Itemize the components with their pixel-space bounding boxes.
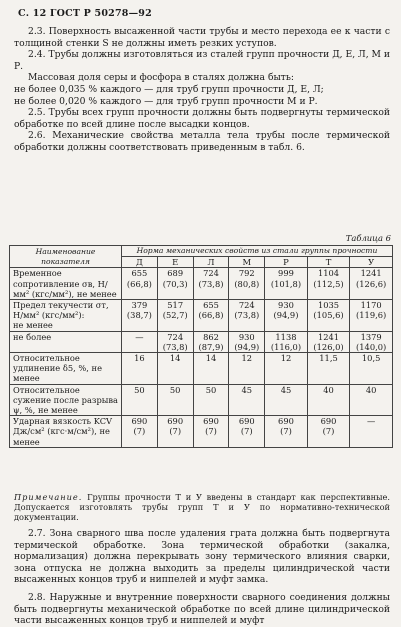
table-cell: 930 (94,9) bbox=[265, 300, 308, 332]
table-cell: — bbox=[122, 331, 158, 352]
note-label: Примечание. bbox=[14, 492, 83, 502]
table-row bbox=[10, 300, 393, 332]
para-2-6: 2.6. Механические свойства металла тела трубы после термической обработки должны соответствовать приведенным в табл. 6. bbox=[14, 130, 390, 153]
table-cell: 690 (7) bbox=[229, 416, 265, 448]
row-label: Предел текучести σт, Н/мм² (кгс/мм²): не менее bbox=[10, 300, 122, 332]
table-cell: 40 bbox=[350, 384, 393, 416]
para-2-3: 2.3. Поверхность высаженной части трубы и место перехода ее к части с толщиной стенки S не должны иметь резких уступов. bbox=[14, 26, 390, 49]
para-2-4: 2.4. Трубы должны изготовляться из сталей групп прочности Д, Е, Л, М и Р. bbox=[14, 49, 391, 72]
table-cell: 655 (66,8) bbox=[122, 268, 158, 300]
table-cell: 50 bbox=[122, 384, 158, 416]
group-col-header: Д bbox=[122, 257, 158, 268]
table-row bbox=[10, 353, 393, 385]
group-header: Норма механических свойств из стали группы прочности bbox=[122, 246, 393, 257]
para-2-5: 2.5. Трубы всех групп прочности должны быть подвергнуты термической обработке по всей длине после высадки концов. bbox=[14, 107, 390, 130]
table-cell: 14 bbox=[157, 353, 193, 385]
table-cell: 14 bbox=[193, 353, 229, 385]
table-cell: 999 (101,8) bbox=[265, 268, 308, 300]
sections-2-3-to-2-6 bbox=[14, 26, 390, 154]
group-col-header: М bbox=[229, 257, 265, 268]
table-cell: 1035 (105,6) bbox=[307, 300, 350, 332]
group-col-header: Л bbox=[193, 257, 229, 268]
table-cell: 45 bbox=[265, 384, 308, 416]
table-cell: 1241 (126,6) bbox=[350, 268, 393, 300]
table-cell: 379 (38,7) bbox=[122, 300, 158, 332]
table-cell: 690 (7) bbox=[122, 416, 158, 448]
table-cell: 50 bbox=[193, 384, 229, 416]
table-body bbox=[10, 268, 393, 447]
table-cell: 1170 (119,6) bbox=[350, 300, 393, 332]
table-row bbox=[10, 268, 393, 300]
table-cell: 689 (70,3) bbox=[157, 268, 193, 300]
table-cell: 12 bbox=[229, 353, 265, 385]
table-cell: 12 bbox=[265, 353, 308, 385]
table-note bbox=[14, 492, 390, 523]
table-cell: 1241 (126,0) bbox=[307, 331, 350, 352]
table-cell: 724 (73,8) bbox=[229, 300, 265, 332]
table-caption: Таблица 6 bbox=[345, 233, 391, 243]
table-cell: 724 (73,8) bbox=[193, 268, 229, 300]
table-cell: 45 bbox=[229, 384, 265, 416]
table-cell: 10,5 bbox=[350, 353, 393, 385]
table-6 bbox=[9, 245, 393, 448]
sections-2-7-2-8 bbox=[14, 528, 390, 627]
note-text: Группы прочности Т и У введены в стандарт как перспективные. Допускается изготовлять трубы групп Т и У по нормативно-технической документации. bbox=[14, 492, 390, 523]
table-row bbox=[10, 416, 393, 448]
group-col-header: Е bbox=[157, 257, 193, 268]
group-col-header: Т bbox=[307, 257, 350, 268]
table-cell: 690 (7) bbox=[307, 416, 350, 448]
row-label: Временное сопротивление σв, Н/мм² (кгс/мм²), не менее bbox=[10, 268, 122, 300]
group-col-header: У bbox=[350, 257, 393, 268]
table-cell: 1379 (140,0) bbox=[350, 331, 393, 352]
row-label: Относительное удлинение δ5, %, не менее bbox=[10, 353, 122, 385]
col-header-indicator: Наименование показателя bbox=[10, 246, 122, 268]
para-limit-2: не более 0,020 % каждого — для труб групп прочности М и Р. bbox=[14, 95, 318, 107]
para-limit-1: не более 0,035 % каждого — для труб групп прочности Д, Е, Л; bbox=[14, 83, 324, 95]
table-cell: 40 bbox=[307, 384, 350, 416]
row-label: Ударная вязкость KCV Дж/см² (кгс·м/см²), не менее bbox=[10, 416, 122, 448]
table-cell: 517 (52,7) bbox=[157, 300, 193, 332]
table-cell: 1138 (116,0) bbox=[265, 331, 308, 352]
page-header: С. 12 ГОСТ Р 50278—92 bbox=[18, 8, 152, 19]
table-cell: 50 bbox=[157, 384, 193, 416]
table-row bbox=[10, 331, 393, 352]
table-cell: 930 (94,9) bbox=[229, 331, 265, 352]
table-cell: 724 (73,8) bbox=[157, 331, 193, 352]
table-cell: 11,5 bbox=[307, 353, 350, 385]
para-sulfur-phosphorus: Массовая доля серы и фосфора в сталях должна быть: bbox=[28, 72, 294, 84]
table-cell: — bbox=[350, 416, 393, 448]
row-label: Относительное сужение после разрыва ψ, %, не менее bbox=[10, 384, 122, 416]
table-cell: 690 (7) bbox=[193, 416, 229, 448]
para-2-7: 2.7. Зона сварного шва после удаления грата должна быть подвергнута термической обработке. Зона термической обработки (закалка, нормализация) должна перекрывать зону термического влияния сварки, зона отпуска не должна выходить за пределы цилиндрической части высаженных концов труб и ниппелей и муфт замка. bbox=[14, 528, 390, 586]
row-label: не более bbox=[10, 331, 122, 352]
para-2-8: 2.8. Наружные и внутренние поверхности сварного соединения должны быть подвергнуты механической обработке по всей длине цилиндрической части высаженных концов труб и ниппелей и муфт bbox=[14, 591, 390, 627]
table-cell: 690 (7) bbox=[157, 416, 193, 448]
table-cell: 655 (66,8) bbox=[193, 300, 229, 332]
table-cell: 792 (80,8) bbox=[229, 268, 265, 300]
table-cell: 1104 (112,5) bbox=[307, 268, 350, 300]
table-row bbox=[10, 384, 393, 416]
table-cell: 862 (87,9) bbox=[193, 331, 229, 352]
group-col-header: Р bbox=[265, 257, 308, 268]
table-cell: 690 (7) bbox=[265, 416, 308, 448]
table-cell: 16 bbox=[122, 353, 158, 385]
